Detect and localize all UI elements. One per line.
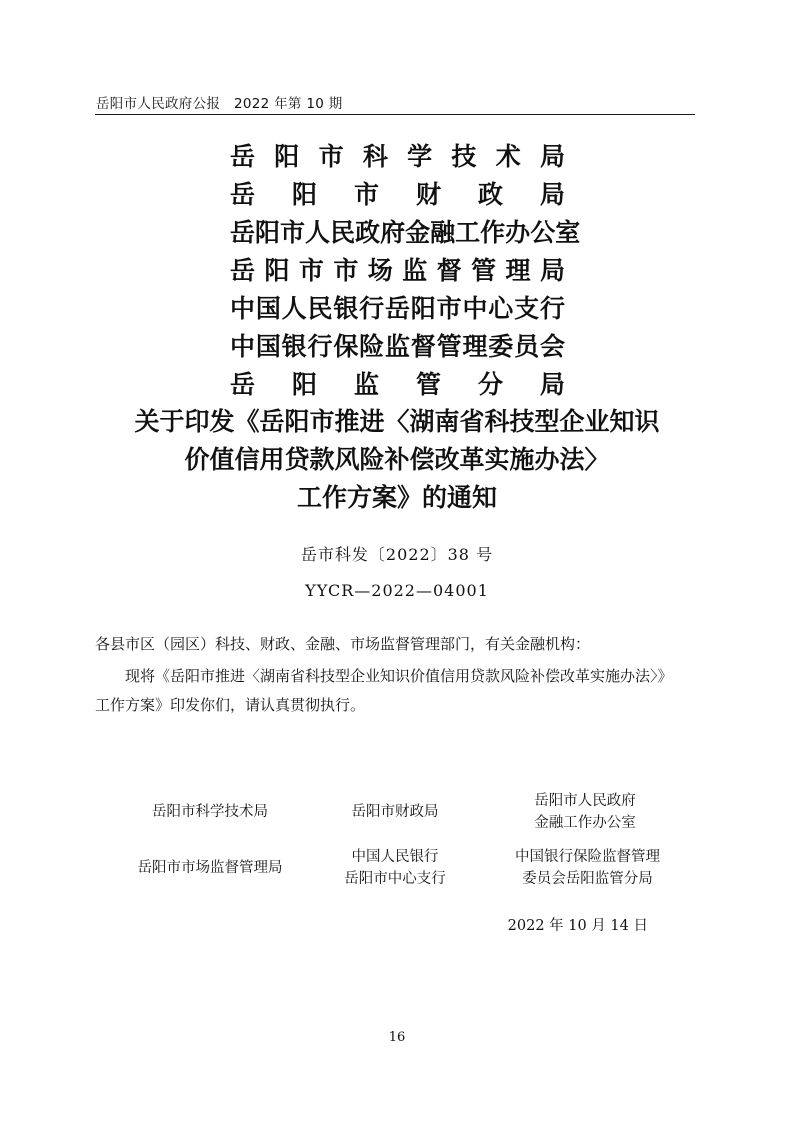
signature-market-bureau: 岳阳市市场监督管理局	[137, 860, 283, 876]
issuer-char: 岳	[230, 370, 256, 399]
issuer-char: 中	[462, 294, 488, 323]
issuer-line	[230, 216, 581, 250]
issuer-char: 国	[255, 294, 281, 323]
issuer-char: 监	[353, 370, 379, 399]
issuer-char: 理	[505, 256, 531, 285]
issuer-char: 管	[471, 256, 497, 285]
issuer-char: 管	[415, 370, 441, 399]
issuer-char: 岳	[230, 142, 256, 171]
subject-line: 价值信用贷款风险补偿改革实施办法〉	[184, 445, 610, 474]
body-paragraph-continued: 工作方案》印发你们，请认真贯彻执行。	[95, 696, 366, 714]
signature-pboc-branch	[320, 846, 470, 890]
signature-line: 金融工作办公室	[534, 815, 636, 831]
issuer-char: 术	[495, 142, 521, 171]
issuer-char: 分	[477, 370, 503, 399]
issuer-char: 银	[281, 332, 307, 361]
issuer-char: 支	[514, 294, 540, 323]
issuer-char: 监	[402, 256, 428, 285]
issuer-char: 民	[307, 294, 333, 323]
issuer-char: 岳	[230, 256, 256, 285]
issuer-char: 局	[539, 256, 565, 285]
registration-code: YYCR—2022—04001	[305, 581, 489, 600]
issuer-char: 金	[405, 218, 431, 247]
issuer-char: 保	[333, 332, 359, 361]
issuer-char: 府	[380, 218, 406, 247]
issuer-char: 中	[230, 332, 256, 361]
issuer-line	[230, 292, 565, 326]
issuer-char: 办	[505, 218, 531, 247]
signature-science-bureau: 岳阳市科学技术局	[152, 804, 268, 820]
issuer-char: 岳	[384, 294, 410, 323]
issuer-char: 险	[359, 332, 385, 361]
issuer-char: 学	[407, 142, 433, 171]
subject-line: 工作方案》的通知	[296, 483, 497, 512]
issuer-char: 民	[330, 218, 356, 247]
issuer-char: 阳	[291, 180, 317, 209]
issuer-char: 市	[318, 142, 344, 171]
issuer-char: 阳	[255, 218, 281, 247]
issuer-char: 委	[488, 332, 514, 361]
issuer-char: 局	[539, 142, 565, 171]
issuer-char: 场	[367, 256, 393, 285]
issuer-char: 监	[384, 332, 410, 361]
issuer-char: 国	[255, 332, 281, 361]
issuer-char: 理	[462, 332, 488, 361]
issuer-char: 科	[362, 142, 388, 171]
issuer-char: 室	[555, 218, 581, 247]
issue-number: 2022 年第 10 期	[233, 96, 343, 112]
issuer-char: 员	[514, 332, 540, 361]
signature-line: 委员会岳阳监管分局	[522, 871, 653, 887]
issuer-line	[230, 178, 565, 212]
issuer-char: 中	[230, 294, 256, 323]
issuer-char: 市	[353, 180, 379, 209]
issuer-char: 工	[455, 218, 481, 247]
issuer-char: 心	[488, 294, 514, 323]
issuer-line	[230, 368, 565, 402]
issuer-char: 行	[359, 294, 385, 323]
signature-line: 岳阳市人民政府	[534, 793, 636, 809]
issuer-char: 行	[539, 294, 565, 323]
issuer-char: 管	[436, 332, 462, 361]
issue-date: 2022 年 10 月 14 日	[507, 918, 648, 934]
issuer-line	[230, 254, 565, 288]
issuer-char: 银	[333, 294, 359, 323]
issuer-char: 局	[539, 370, 565, 399]
issuer-char: 阳	[410, 294, 436, 323]
document-number: 岳市科发〔2022〕38 号	[300, 545, 494, 564]
issuer-char: 阳	[264, 256, 290, 285]
issuer-char: 技	[451, 142, 477, 171]
signature-cbirc-branch	[495, 846, 680, 890]
issuer-char: 岳	[230, 180, 256, 209]
subject-line: 关于印发《岳阳市推进〈湖南省科技型企业知识	[134, 407, 660, 436]
signature-finance-bureau: 岳阳市财政局	[351, 804, 439, 820]
issuer-char: 督	[436, 256, 462, 285]
issuer-char: 财	[415, 180, 441, 209]
issuer-char: 阳	[291, 370, 317, 399]
running-header	[96, 92, 343, 112]
issuer-char: 人	[281, 294, 307, 323]
issuer-char: 会	[539, 332, 565, 361]
signature-line: 岳阳市中心支行	[344, 871, 446, 887]
issuer-char: 督	[410, 332, 436, 361]
signature-line: 中国银行保险监督管理	[515, 849, 660, 865]
header-rule	[95, 114, 695, 115]
signature-finance-office	[500, 790, 670, 834]
issuer-char: 阳	[274, 142, 300, 171]
issuer-char: 市	[436, 294, 462, 323]
issuer-char: 市	[298, 256, 324, 285]
issuer-char: 市	[280, 218, 306, 247]
issuer-char: 政	[477, 180, 503, 209]
page-number: 16	[388, 1030, 406, 1045]
body-paragraph: 现将《岳阳市推进〈湖南省科技型企业知识价值信用贷款风险补偿改革实施办法〉》	[125, 667, 673, 685]
issuer-char: 融	[430, 218, 456, 247]
issuer-char: 岳	[230, 218, 256, 247]
issuer-char: 作	[480, 218, 506, 247]
salutation: 各县市区（园区）科技、财政、金融、市场监督管理部门，有关金融机构：	[95, 635, 591, 653]
issuer-char: 行	[307, 332, 333, 361]
bulletin-name: 岳阳市人民政府公报	[96, 96, 221, 112]
issuer-char: 公	[530, 218, 556, 247]
issuer-line	[230, 330, 565, 364]
issuer-line	[230, 140, 565, 174]
issuer-char: 政	[355, 218, 381, 247]
issuer-char: 人	[305, 218, 331, 247]
issuer-char: 局	[539, 180, 565, 209]
issuer-char: 市	[333, 256, 359, 285]
signature-line: 中国人民银行	[351, 849, 439, 865]
